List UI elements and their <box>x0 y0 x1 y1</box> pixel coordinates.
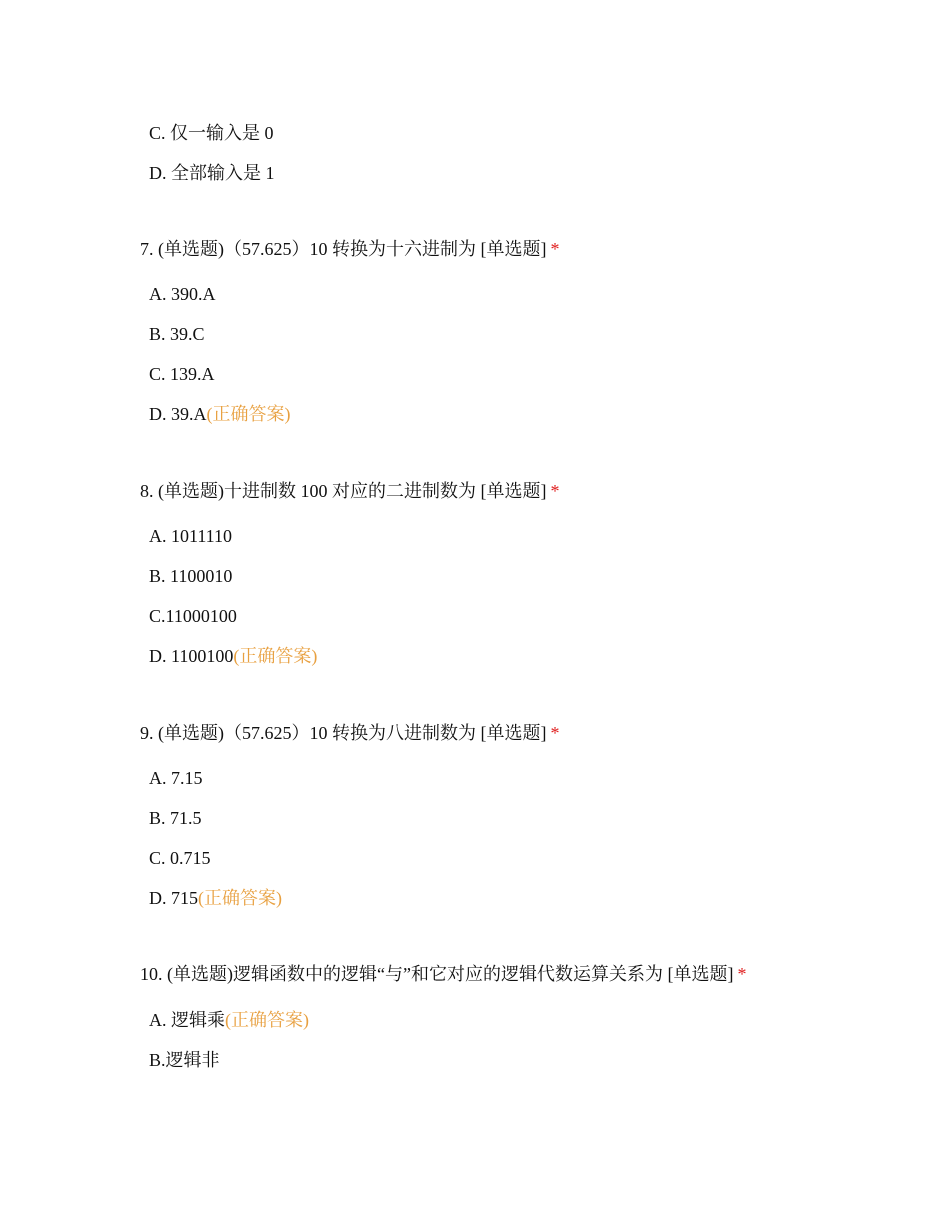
question-7-option-b <box>149 322 205 346</box>
option-text: B. 1100010 <box>149 566 233 586</box>
question-text: 7. (单选题)（57.625）10 转换为十六进制为 [单选题] <box>140 239 547 259</box>
correct-answer-mark: (正确答案) <box>233 646 318 666</box>
option-text: B. 71.5 <box>149 808 202 828</box>
required-mark: * <box>550 481 560 501</box>
question-8-title <box>140 479 559 503</box>
option-c-prev <box>149 121 274 145</box>
question-9-option-c <box>149 846 211 870</box>
question-9-option-d <box>149 886 282 910</box>
option-text: A. 1011110 <box>149 526 232 546</box>
option-text: A. 逻辑乘 <box>149 1010 225 1030</box>
question-9-option-b <box>149 806 202 830</box>
correct-answer-mark: (正确答案) <box>198 888 282 908</box>
option-text: D. 1100100 <box>149 646 234 666</box>
question-7-option-c <box>149 362 215 386</box>
option-text: D. 715 <box>149 888 198 908</box>
question-7-title <box>140 237 559 261</box>
correct-answer-mark: (正确答案) <box>206 404 291 424</box>
question-8-option-b <box>149 564 232 588</box>
question-7-option-d <box>149 402 291 426</box>
question-10-title <box>140 962 746 986</box>
question-text: 9. (单选题)（57.625）10 转换为八进制数为 [单选题] <box>140 723 547 743</box>
question-text: 10. (单选题)逻辑函数中的逻辑“与”和它对应的逻辑代数运算关系为 [单选题] <box>140 964 734 984</box>
question-8-option-d <box>149 644 317 668</box>
required-mark: * <box>550 239 560 259</box>
question-7-option-a <box>149 282 216 306</box>
option-text: D. 全部输入是 1 <box>149 163 275 183</box>
question-9-title <box>140 721 559 745</box>
option-text: C. 139.A <box>149 364 215 384</box>
option-text: B.逻辑非 <box>149 1050 220 1070</box>
option-text: B. 39.C <box>149 324 205 344</box>
question-text: 8. (单选题)十进制数 100 对应的二进制数为 [单选题] <box>140 481 547 501</box>
option-text: A. 7.15 <box>149 768 203 788</box>
option-text: D. 39.A <box>149 404 207 424</box>
question-8-option-a <box>149 524 232 548</box>
question-9-option-a <box>149 766 203 790</box>
question-10-option-b <box>149 1048 220 1072</box>
option-text: C.11000100 <box>149 606 237 626</box>
option-text: A. 390.A <box>149 284 216 304</box>
question-10-option-a <box>149 1008 309 1032</box>
required-mark: * <box>550 723 560 743</box>
option-text: C. 仅一输入是 0 <box>149 123 274 143</box>
option-d-prev <box>149 161 275 185</box>
correct-answer-mark: (正确答案) <box>225 1010 309 1030</box>
option-text: C. 0.715 <box>149 848 211 868</box>
required-mark: * <box>737 964 747 984</box>
question-8-option-c <box>149 604 237 628</box>
